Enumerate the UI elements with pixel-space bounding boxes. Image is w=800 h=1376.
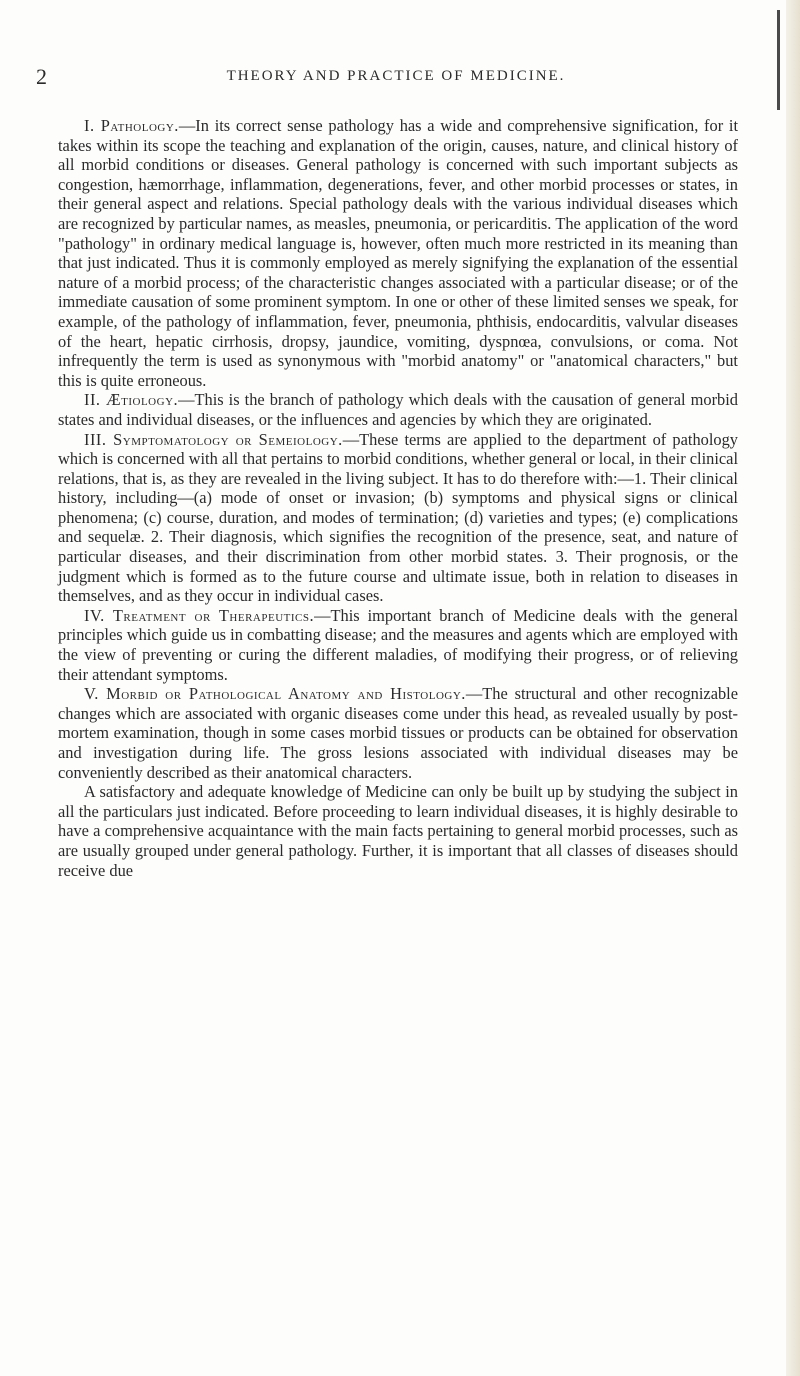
section-morbid-anatomy bbox=[58, 684, 738, 782]
section-heading: V. Morbid or Pathological Anatomy and Histology. bbox=[84, 684, 466, 704]
section-aetiology bbox=[58, 390, 738, 429]
running-head: THEORY AND PRACTICE OF MEDICINE. bbox=[226, 68, 566, 84]
section-text: A satisfactory and adequate knowledge of Medicine can only be built up by studying the subject in all the particulars just indicated. Before proceeding to learn individual diseases, it is highly desirable to have a comprehensive acquaintance with the main facts pertaining to general morbid processes, such as are usually grouped under general pathology. Further, it is important that all classes of diseases should receive due bbox=[58, 782, 738, 880]
body-text bbox=[58, 116, 738, 880]
section-heading: I. Pathology. bbox=[84, 116, 179, 135]
section-text: —This is the branch of pathology which deals with the causation of general morbid states and individual diseases, or the influences and agencies by which they are originated. bbox=[58, 390, 738, 429]
closing-paragraph bbox=[58, 782, 738, 880]
section-heading: II. Ætiology. bbox=[84, 390, 179, 410]
section-text: —This important branch of Medicine deals with the general principles which guide us in combatting disease; and the measures and agents which are employed with the view of preventing or curing the different maladies, of modifying their progress, or of relieving their attendant symptoms. bbox=[58, 605, 739, 684]
section-treatment bbox=[58, 606, 738, 684]
section-heading: IV. Treatment or Therapeutics. bbox=[84, 605, 315, 625]
page-header bbox=[36, 64, 756, 94]
section-text: —These terms are applied to the department of pathology which is concerned with all that pertains to morbid conditions, whether general or local, in their clinical relations, that is, as they are revealed in the living subject. It has to do therefore with:—1. Their clinical history, including—(a) mode of onset or invasion; (b) symptoms and physical signs or clinical phenomena; (c) course, duration, and modes of termination; (d) varieties and types; (e) complications and sequelæ. 2. Their diagnosis, which signifies the recognition of the presence, seat, and nature of particular diseases, and their discrimination from other morbid states. 3. Their prognosis, or the judgment which is formed as to the future course and ultimate issue, both in relation to diseases in themselves, and as they occur in individual cases. bbox=[58, 429, 739, 606]
margin-bracket bbox=[777, 10, 780, 110]
section-symptomatology bbox=[58, 430, 738, 606]
section-text: —In its correct sense pathology has a wide and comprehensive signification, for it takes within its scope the teaching and explanation of the origin, causes, nature, and clinical history of all morbid conditions or diseases. General pathology is concerned with such important subjects as congestion, hæmorrhage, inflammation, degenerations, fever, and other morbid processes or states, in their general aspect and relations. Special pathology deals with the various individual diseases which are recognized by particular names, as measles, pneumonia, or pericarditis. The application of the word "pathology" in ordinary medical language is, however, often much more restricted in its meaning than that just indicated. Thus it is commonly employed as merely signifying the explanation of the essential nature of a morbid process; of the characteristic changes associated with a particular disease; or of the immediate causation of some prominent symptom. In one or other of these limited senses we speak, for example, of the pathology of inflammation, fever, pneumonia, phthisis, endocarditis, valvular diseases of the heart, hepatic cirrhosis, dropsy, jaundice, vomiting, dyspnœa, convulsions, or coma. Not infrequently the term is used as synonymous with "morbid anatomy" or "anatomical characters," but this is quite erroneous. bbox=[58, 116, 739, 390]
page-number: 2 bbox=[36, 64, 47, 89]
page-edge bbox=[786, 0, 800, 1376]
section-text: —The structural and other recognizable changes which are associated with organic diseases come under this head, as revealed usually by post-mortem examination, though in some cases morbid tissues or products can be obtained for observation and investigation during life. The gross lesions associated with individual diseases may be conveniently described as their anatomical characters. bbox=[58, 684, 738, 782]
section-heading: III. Symptomatology or Semeiology. bbox=[84, 429, 343, 449]
section-pathology bbox=[58, 116, 738, 390]
